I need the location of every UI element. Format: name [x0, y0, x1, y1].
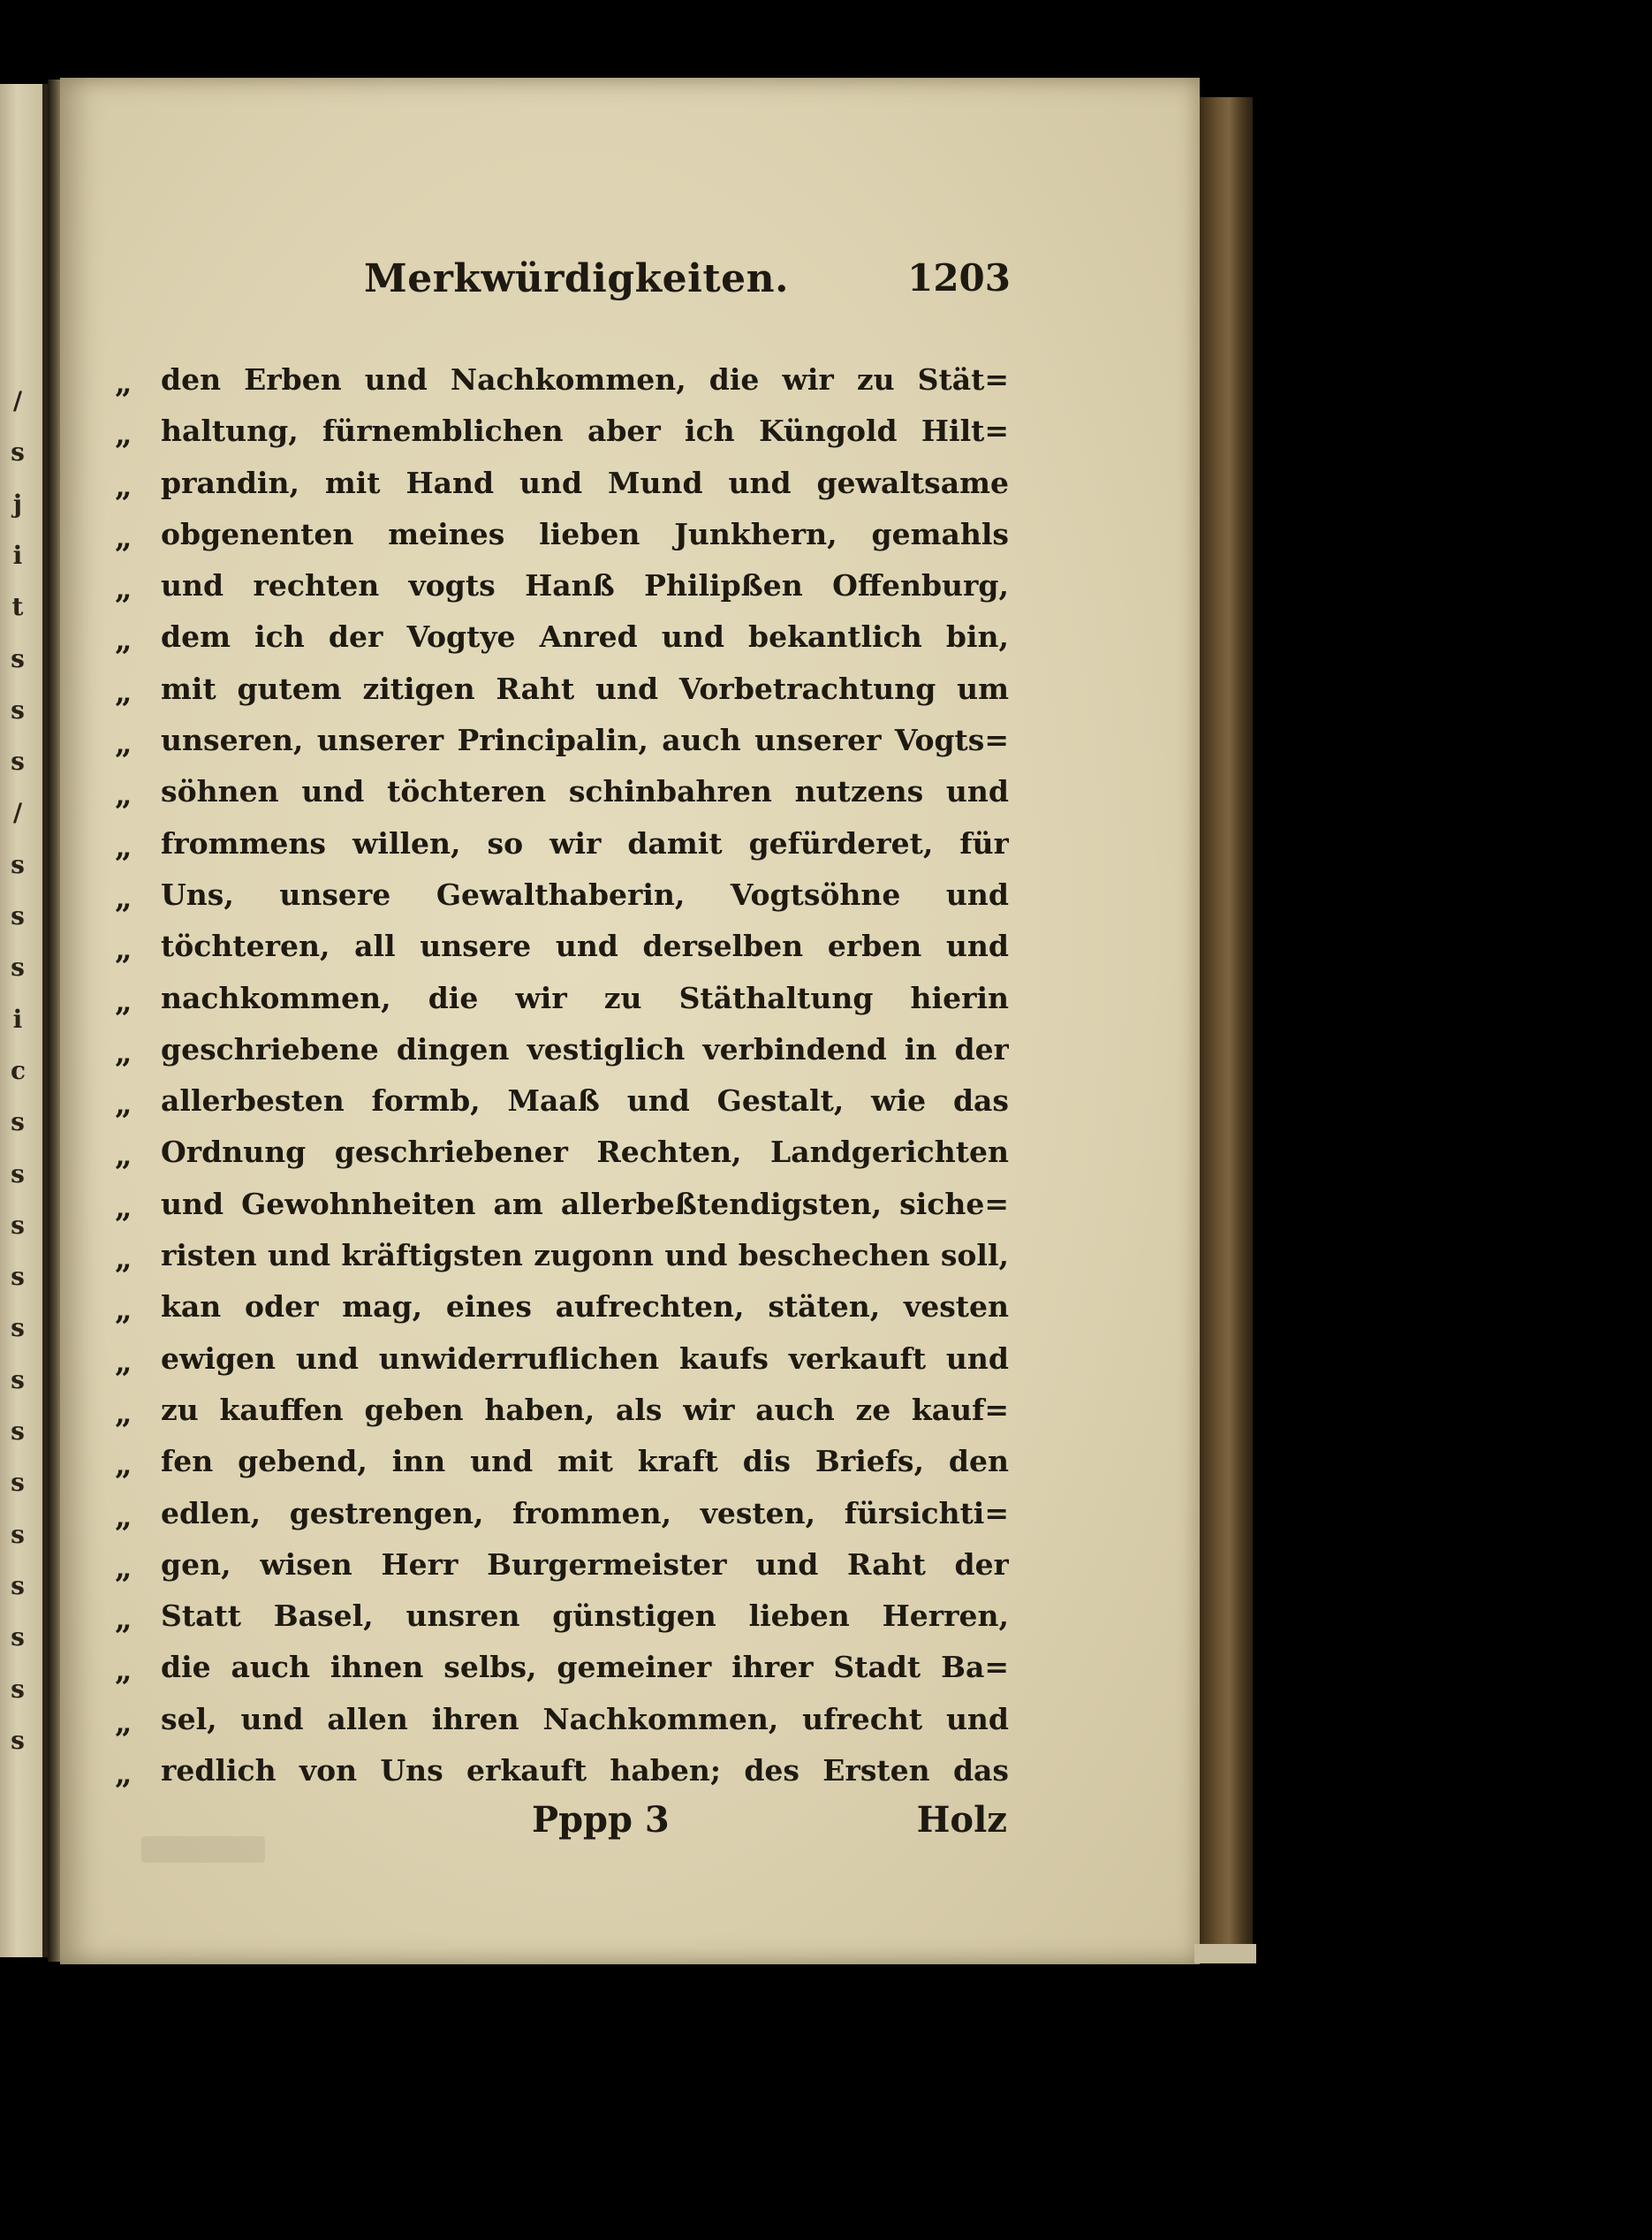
- quote-mark: „: [115, 1189, 133, 1226]
- line-text: fen gebend, inn und mit kraft dis Briefs, den: [161, 1444, 1009, 1479]
- quote-mark: „: [115, 674, 133, 710]
- page-header: [364, 256, 1018, 318]
- line-text: dem ich der Vogtye Anred und bekantlich bin,: [161, 619, 1009, 655]
- body-text: [115, 353, 1016, 1796]
- quote-mark: „: [115, 726, 133, 763]
- text-line: [115, 611, 1016, 662]
- text-line: [115, 1280, 1016, 1332]
- facing-page-letter: s: [11, 1570, 25, 1600]
- text-line: [115, 1229, 1016, 1280]
- text-line: [115, 1126, 1016, 1177]
- line-text: risten und kräftigsten zugonn und beschechen soll,: [161, 1238, 1009, 1273]
- facing-page-letter: s: [11, 437, 25, 467]
- facing-page-letter: s: [11, 1107, 25, 1137]
- text-line: [115, 1744, 1016, 1796]
- text-line: [115, 869, 1016, 920]
- facing-page-letter: s: [11, 695, 25, 725]
- text-line: [115, 405, 1016, 456]
- line-text: kan oder mag, eines aufrechten, stäten, vesten: [161, 1289, 1009, 1325]
- signature-mark: Pppp 3: [532, 1799, 670, 1841]
- quote-mark: „: [115, 366, 133, 401]
- line-text: den Erben und Nachkommen, die wir zu Stät=: [161, 362, 1009, 397]
- facing-page-letter: i: [12, 540, 23, 570]
- facing-page-letter: s: [11, 747, 25, 777]
- line-text: zu kauffen geben haben, als wir auch ze kauf=: [161, 1392, 1009, 1427]
- facing-page-letter: s: [11, 1158, 25, 1188]
- quote-mark: „: [115, 932, 133, 968]
- text-line: [115, 1435, 1016, 1486]
- quote-mark: „: [115, 572, 133, 608]
- text-line: [115, 765, 1016, 816]
- facing-page-letter: s: [11, 1519, 25, 1549]
- line-text: haltung, fürnemblichen aber ich Küngold Hilt=: [161, 414, 1009, 449]
- quote-mark: „: [115, 1241, 133, 1278]
- facing-page-letter: s: [11, 1622, 25, 1652]
- quote-mark: „: [115, 1550, 133, 1586]
- text-line: [115, 920, 1016, 971]
- facing-page-letter: s: [11, 1210, 25, 1240]
- text-line: [115, 559, 1016, 611]
- text-line: [115, 1384, 1016, 1435]
- facing-page-letter: s: [11, 1364, 25, 1394]
- facing-page-letter: i: [12, 1004, 23, 1034]
- facing-page-letter: s: [11, 1262, 25, 1292]
- text-line: [115, 508, 1016, 559]
- faded-library-stamp: [141, 1836, 265, 1863]
- text-line: [115, 663, 1016, 714]
- facing-page-letter: s: [11, 849, 25, 879]
- line-text: allerbesten formb, Maaß und Gestalt, wie das: [161, 1083, 1009, 1119]
- facing-page-letter: j: [12, 489, 23, 519]
- line-text: redlich von Uns erkauft haben; des Ersten das: [161, 1753, 1009, 1788]
- quote-mark: „: [115, 520, 133, 556]
- text-line: [115, 714, 1016, 765]
- line-text: edlen, gestrengen, frommen, vesten, fürsichti=: [161, 1495, 1009, 1530]
- text-line: [115, 1641, 1016, 1692]
- facing-page-letter: s: [11, 1674, 25, 1704]
- quote-mark: „: [115, 1602, 133, 1638]
- line-text: mit gutem zitigen Raht und Vorbetrachtung um: [161, 671, 1009, 706]
- quote-mark: „: [115, 1757, 133, 1793]
- text-line: [115, 1178, 1016, 1229]
- line-text: und Gewohnheiten am allerbeßtendigsten, siche=: [161, 1186, 1009, 1221]
- page-number: 1203: [907, 256, 1011, 300]
- facing-page-letter: s: [11, 953, 25, 983]
- text-line: [115, 1590, 1016, 1641]
- quote-mark: „: [115, 1138, 133, 1174]
- line-text: frommens willen, so wir damit gefürderet, für: [161, 825, 1009, 861]
- text-line: [115, 1074, 1016, 1126]
- facing-page-letter: s: [11, 1313, 25, 1343]
- text-line: [115, 1538, 1016, 1590]
- facing-page-letter: s: [11, 901, 25, 930]
- line-text: Statt Basel, unsren günstigen lieben Herren,: [161, 1598, 1009, 1634]
- cover-board-edge: [1200, 97, 1253, 1957]
- quote-mark: „: [115, 1653, 133, 1689]
- facing-page-letter: s: [11, 1416, 25, 1446]
- catchword: Holz: [916, 1799, 1007, 1841]
- quote-mark: „: [115, 983, 133, 1020]
- facing-page-letter: t: [11, 592, 24, 622]
- facing-page-letter: s: [11, 1725, 25, 1755]
- line-text: prandin, mit Hand und Mund und gewaltsame: [161, 465, 1009, 500]
- line-text: unseren, unserer Principalin, auch unserer Vogts=: [161, 723, 1009, 758]
- facing-page-edge: [0, 84, 48, 1957]
- line-text: töchteren, all unsere und derselben erben und: [161, 929, 1009, 964]
- quote-mark: „: [115, 1705, 133, 1741]
- quote-mark: „: [115, 623, 133, 659]
- line-text: und rechten vogts Hanß Philipßen Offenburg,: [161, 568, 1009, 604]
- quote-mark: „: [115, 468, 133, 505]
- line-text: geschriebene dingen vestiglich verbindend in der: [161, 1031, 1009, 1067]
- line-text: Uns, unsere Gewalthaberin, Vogtsöhne und: [161, 877, 1009, 912]
- quote-mark: „: [115, 1499, 133, 1535]
- facing-page-letter: /: [12, 386, 23, 415]
- line-text: nachkommen, die wir zu Stäthaltung hierin: [161, 980, 1009, 1015]
- quote-mark: „: [115, 880, 133, 916]
- page-footer: [521, 1799, 1016, 1852]
- text-line: [115, 353, 1016, 405]
- page-corner: [1194, 1944, 1256, 1963]
- quote-mark: „: [115, 1344, 133, 1380]
- line-text: Ordnung geschriebener Rechten, Landgerichten: [161, 1135, 1009, 1170]
- text-line: [115, 457, 1016, 508]
- text-line: [115, 1693, 1016, 1744]
- quote-mark: „: [115, 1447, 133, 1484]
- text-line: [115, 972, 1016, 1023]
- line-text: gen, wisen Herr Burgermeister und Raht der: [161, 1546, 1009, 1582]
- facing-page-letter: /: [12, 798, 23, 828]
- quote-mark: „: [115, 1035, 133, 1071]
- running-head: Merkwürdigkeiten.: [364, 256, 789, 301]
- quote-mark: „: [115, 1087, 133, 1123]
- line-text: die auch ihnen selbs, gemeiner ihrer Stadt Ba=: [161, 1650, 1009, 1685]
- line-text: sel, und allen ihren Nachkommen, ufrecht und: [161, 1701, 1009, 1736]
- text-line: [115, 1023, 1016, 1074]
- text-line: [115, 1487, 1016, 1538]
- quote-mark: „: [115, 1395, 133, 1431]
- line-text: söhnen und töchteren schinbahren nutzens und: [161, 774, 1009, 809]
- quote-mark: „: [115, 778, 133, 814]
- quote-mark: „: [115, 1293, 133, 1329]
- quote-mark: „: [115, 829, 133, 865]
- facing-page-letter: c: [11, 1055, 27, 1085]
- line-text: obgenenten meines lieben Junkhern, gemahls: [161, 516, 1009, 551]
- line-text: ewigen und unwiderruflichen kaufs verkauft und: [161, 1340, 1009, 1376]
- facing-page-letter: s: [11, 643, 25, 673]
- text-line: [115, 1333, 1016, 1384]
- facing-page-letter: s: [11, 1468, 25, 1498]
- quote-mark: „: [115, 417, 133, 453]
- text-line: [115, 817, 1016, 869]
